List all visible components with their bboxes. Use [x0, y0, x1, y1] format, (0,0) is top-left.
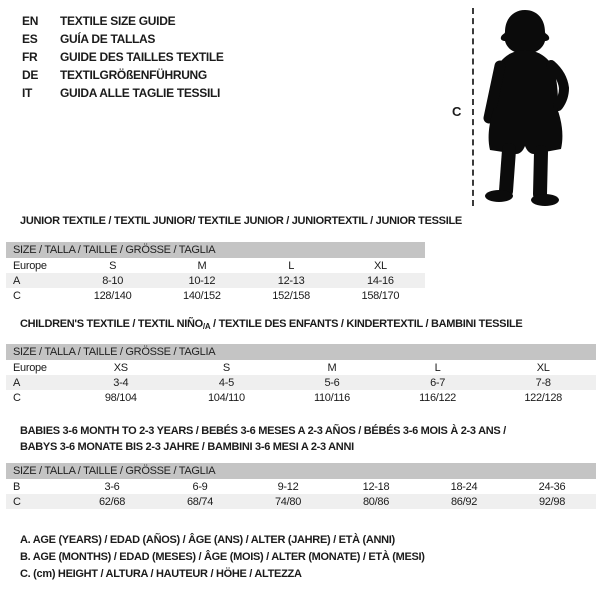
- size-column: S: [222, 361, 230, 374]
- children-height-row: [6, 390, 596, 405]
- babies-title-line2: BABYS 3-6 MONATE BIS 2-3 JAHRE / BAMBINI 3-6 MESI A 2-3 ANNI: [20, 441, 354, 453]
- language-row-de: [22, 66, 224, 84]
- children-size-table: [6, 344, 596, 405]
- row-label: A: [13, 376, 21, 389]
- age-value: 3-4: [113, 376, 129, 389]
- age-value: 12-13: [277, 274, 305, 287]
- age-value: 12-18: [362, 480, 390, 493]
- baby-silhouette-svg: [478, 8, 578, 208]
- height-value: 86/92: [450, 495, 478, 508]
- age-value: 24-36: [538, 480, 566, 493]
- age-value: 10-12: [188, 274, 216, 287]
- age-value: 5-6: [324, 376, 340, 389]
- babies-height-row: [6, 494, 596, 509]
- region-label: Europe: [13, 361, 47, 374]
- height-value: 80/86: [362, 495, 390, 508]
- language-row-it: [22, 84, 224, 102]
- junior-height-row: [6, 288, 425, 303]
- junior-columns-row: [6, 258, 425, 273]
- row-label: C: [13, 495, 21, 508]
- height-value: 92/98: [538, 495, 566, 508]
- language-label: GUÍA DE TALLAS: [60, 32, 156, 46]
- size-column: L: [434, 361, 441, 374]
- size-column: S: [109, 259, 117, 272]
- height-value: 104/110: [207, 391, 245, 404]
- height-value: 122/128: [524, 391, 562, 404]
- junior-age-row: [6, 273, 425, 288]
- language-label: TEXTILGRÖßENFÜHRUNG: [60, 68, 207, 82]
- height-measure-dashed-line: [472, 8, 474, 206]
- junior-size-table: [6, 242, 425, 303]
- height-value: 128/140: [93, 289, 132, 302]
- age-value: 3-6: [104, 480, 120, 493]
- height-value: 110/116: [313, 391, 350, 404]
- row-label: C: [13, 289, 21, 302]
- height-value: 116/122: [419, 391, 456, 404]
- children-title-part1: CHILDREN'S TEXTILE / TEXTIL NIÑO: [20, 318, 203, 330]
- language-row-fr: [22, 48, 224, 66]
- size-column: XL: [373, 259, 387, 272]
- language-code: FR: [22, 50, 38, 64]
- children-columns-row: [6, 360, 596, 375]
- size-column: M: [197, 259, 207, 272]
- region-label: Europe: [13, 259, 47, 272]
- children-title-subscript: /A: [202, 322, 211, 331]
- babies-title-line1: BABIES 3-6 MONTH TO 2-3 YEARS / BEBÉS 3-6 MESES A 2-3 AÑOS / BÉBÉS 3-6 MOIS À 2-3 ANS /: [20, 425, 506, 437]
- age-value: 9-12: [277, 480, 299, 493]
- legend: [20, 534, 425, 585]
- age-value: 18-24: [450, 480, 478, 493]
- row-label: A: [13, 274, 21, 287]
- height-marker-label: C: [452, 104, 462, 119]
- babies-table-header: SIZE / TALLA / TAILLE / GRÖSSE / TAGLIA: [6, 463, 596, 479]
- age-value: 6-7: [430, 376, 446, 389]
- language-label: GUIDA ALLE TAGLIE TESSILI: [60, 86, 221, 100]
- age-value: 4-5: [218, 376, 234, 389]
- height-value: 62/68: [98, 495, 126, 508]
- language-row-es: [22, 30, 224, 48]
- row-label: B: [13, 480, 21, 493]
- age-value: 8-10: [102, 274, 124, 287]
- language-code: ES: [22, 32, 38, 46]
- height-value: 152/158: [272, 289, 310, 302]
- height-value: 140/152: [183, 289, 221, 302]
- language-code: EN: [22, 14, 39, 28]
- junior-table-header: SIZE / TALLA / TAILLE / GRÖSSE / TAGLIA: [6, 242, 425, 258]
- language-row-en: [22, 12, 224, 30]
- baby-silhouette-image: [478, 8, 578, 208]
- size-column: XL: [536, 361, 550, 374]
- height-value: 98/104: [104, 391, 137, 404]
- age-value: 14-16: [367, 274, 394, 287]
- row-label: C: [13, 391, 21, 404]
- height-value: 158/170: [361, 289, 400, 302]
- age-value: 6-9: [192, 480, 208, 493]
- children-section-title: [20, 318, 522, 331]
- legend-line-c: C. (cm) HEIGHT / ALTURA / HAUTEUR / HÖHE / ALTEZZA: [20, 568, 302, 580]
- children-table-header: SIZE / TALLA / TAILLE / GRÖSSE / TAGLIA: [6, 344, 596, 360]
- junior-section-title: JUNIOR TEXTILE / TEXTIL JUNIOR/ TEXTILE JUNIOR / JUNIORTEXTIL / JUNIOR TESSILE: [20, 215, 462, 227]
- language-label: TEXTILE SIZE GUIDE: [60, 14, 176, 28]
- babies-size-table: [6, 463, 596, 509]
- size-column: XS: [113, 361, 128, 374]
- age-value: 7-8: [535, 376, 551, 389]
- language-code: IT: [22, 86, 33, 100]
- legend-line-b: B. AGE (MONTHS) / EDAD (MESES) / ÂGE (MOIS) / ALTER (MONATE) / ETÀ (MESI): [20, 551, 425, 563]
- legend-line-a: A. AGE (YEARS) / EDAD (AÑOS) / ÂGE (ANS) / ALTER (JAHRE) / ETÀ (ANNI): [20, 534, 395, 546]
- language-code: DE: [22, 68, 39, 82]
- children-age-row: [6, 375, 596, 390]
- children-title-part2: / TEXTILE DES ENFANTS / KINDERTEXTIL / BAMBINI TESSILE: [210, 318, 523, 330]
- height-value: 68/74: [186, 495, 214, 508]
- babies-section-title: [20, 423, 580, 455]
- height-value: 74/80: [274, 495, 302, 508]
- babies-age-row: [6, 479, 596, 494]
- size-column: L: [288, 259, 295, 272]
- language-label: GUIDE DES TAILLES TEXTILE: [60, 50, 224, 64]
- size-column: M: [327, 361, 337, 374]
- language-list: [22, 12, 224, 102]
